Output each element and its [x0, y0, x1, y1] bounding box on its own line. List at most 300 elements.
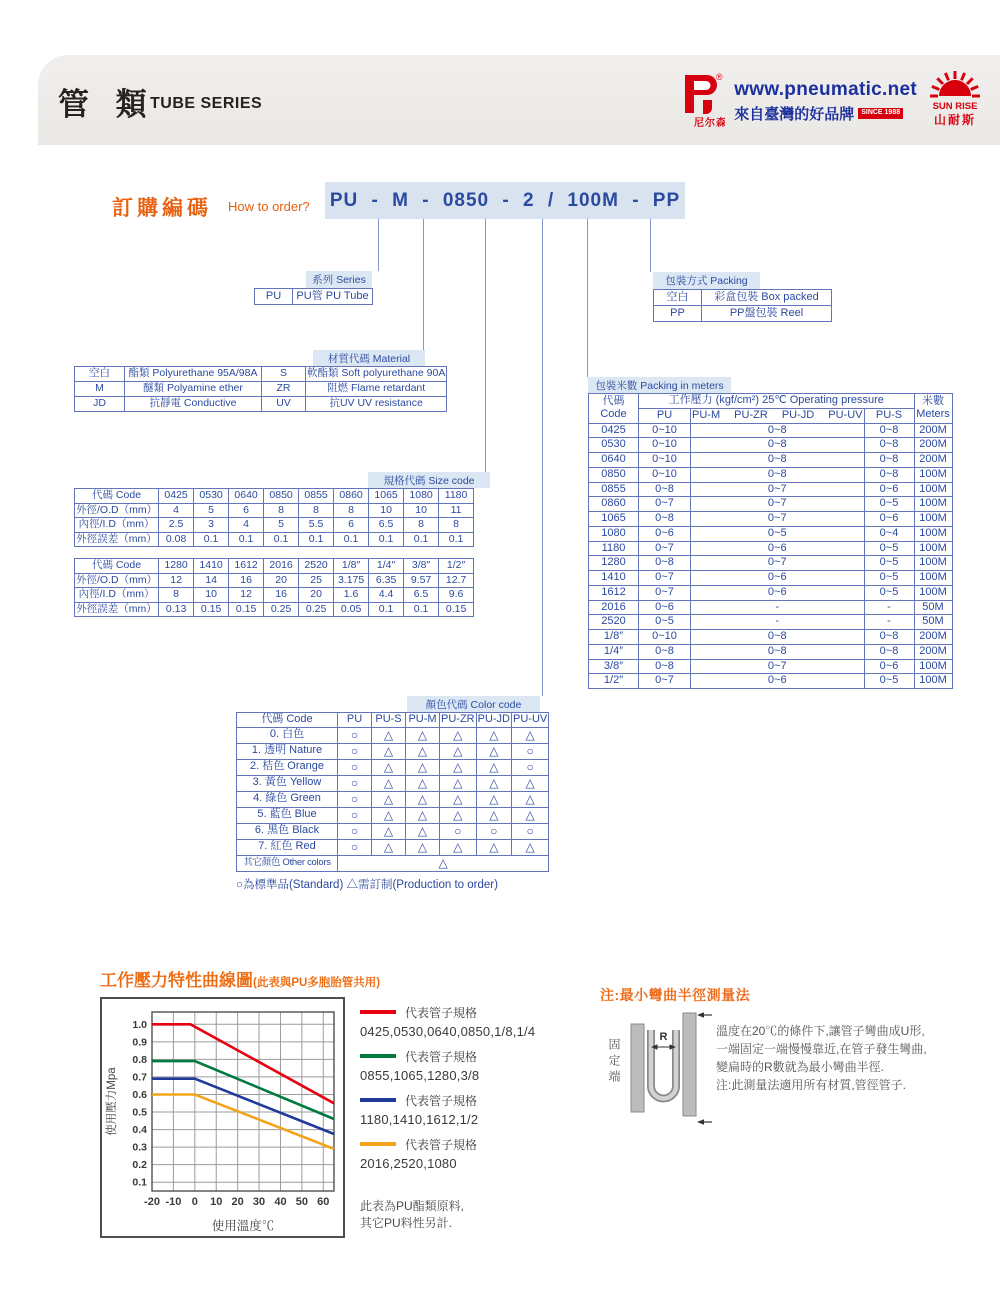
chart-title-suffix: (此表與PU多胞胎管共用): [253, 977, 381, 989]
cell: 3/8″: [404, 559, 439, 574]
cell: -: [691, 600, 865, 615]
cell: 0.25: [299, 602, 334, 617]
cell: 0~7: [691, 556, 865, 571]
cell: PU-M PU-ZR PU-JD PU-UV: [691, 408, 865, 423]
cell: 內徑/I.D（mm）: [75, 518, 159, 533]
svg-text:10: 10: [210, 1196, 223, 1208]
cell: △: [440, 791, 477, 807]
cell: 4: [229, 518, 264, 533]
cell: 0~8: [691, 453, 865, 468]
cell: 0~7: [691, 659, 865, 674]
packing-table-title: 包裝方式 Packing: [653, 272, 760, 289]
svg-text:0.1: 0.1: [132, 1176, 147, 1189]
cell: △: [512, 791, 549, 807]
cell: △: [406, 743, 440, 759]
cell: 10: [369, 503, 404, 518]
cell: 1/8″: [589, 630, 639, 645]
svg-text:50: 50: [295, 1196, 309, 1208]
cell: △: [512, 807, 549, 823]
packing-table: [653, 289, 832, 322]
cell: PU-S: [864, 408, 914, 423]
legend-line-swatch: [360, 1010, 396, 1014]
cell: 2.5: [159, 518, 194, 533]
cell: 4.4: [369, 588, 404, 603]
registered-mark: ®: [716, 72, 723, 82]
svg-text:0.6: 0.6: [132, 1088, 147, 1101]
cell: 0~5: [864, 556, 914, 571]
table-row: [237, 743, 549, 759]
cell: 200M: [914, 630, 952, 645]
connector-line: [542, 219, 543, 696]
cell: 50M: [914, 600, 952, 615]
packing-meters-table: [588, 393, 953, 689]
cell: △: [406, 775, 440, 791]
cell: 0~7: [691, 482, 865, 497]
cell: 0.1: [264, 532, 299, 547]
cell: 100M: [914, 659, 952, 674]
cell: ○: [512, 759, 549, 775]
cell: 5.5: [299, 518, 334, 533]
legend-codes: 0855,1065,1280,3/8: [360, 1068, 480, 1083]
svg-text:0.2: 0.2: [132, 1159, 147, 1172]
table-row: [237, 713, 549, 728]
cell: △: [476, 807, 511, 823]
cell: 100M: [914, 526, 952, 541]
chart-title-main: 工作壓力特性曲線圖: [100, 971, 253, 990]
cell: 9.6: [439, 588, 474, 603]
table-row: [654, 290, 832, 306]
cell: 0~7: [691, 497, 865, 512]
table-row: [237, 727, 549, 743]
chart-title: [100, 966, 380, 991]
cell: 0~7: [691, 512, 865, 527]
cell: △: [440, 775, 477, 791]
svg-text:使用壓力Mpa: 使用壓力Mpa: [106, 1067, 118, 1136]
cell: 0~5: [864, 541, 914, 556]
cell: 5: [194, 503, 229, 518]
legend-label: 代表管子規格: [405, 1093, 478, 1108]
cell: 抗靜電 Conductive: [125, 397, 262, 412]
cell: △: [372, 807, 406, 823]
cell: △: [440, 759, 477, 775]
table-row: [589, 408, 953, 423]
cell: 0.13: [159, 602, 194, 617]
cell: 軟酯類 Soft polyurethane 90A: [306, 367, 447, 382]
cell: PP盤包裝 Reel: [702, 306, 832, 322]
cell: 8: [159, 588, 194, 603]
cell: △: [512, 727, 549, 743]
series-table: [254, 288, 373, 305]
cell: 0~10: [639, 467, 691, 482]
cell: △: [372, 823, 406, 839]
legend-entry: [360, 1092, 560, 1127]
cell: 彩盒包裝 Box packed: [702, 290, 832, 306]
cell: 外徑/O.D（mm）: [76, 503, 158, 516]
table-row: [589, 630, 953, 645]
cell: 1/2″: [439, 559, 474, 574]
series-table: [254, 288, 373, 305]
cell: PU管 PU Tube: [293, 289, 373, 305]
cell: 100M: [914, 512, 952, 527]
cell: 0~5: [864, 571, 914, 586]
cell: ○: [338, 759, 372, 775]
cell: 0~5: [864, 674, 914, 689]
cell: 0860: [589, 497, 639, 512]
cell: 0640: [589, 453, 639, 468]
svg-text:0: 0: [191, 1196, 198, 1208]
cell: 0530: [194, 489, 229, 504]
cell: 0~8: [639, 659, 691, 674]
cell: 0~7: [639, 541, 691, 556]
legend-label: 代表管子規格: [405, 1049, 478, 1064]
legend-codes: 2016,2520,1080: [360, 1156, 457, 1171]
table-row: [589, 512, 953, 527]
cell: 3. 黃色 Yellow: [237, 775, 338, 791]
cell: 代碼 Code: [589, 394, 639, 424]
cell: 200M: [914, 423, 952, 438]
cell: 1080: [589, 526, 639, 541]
table-row: [75, 382, 447, 397]
cell: ○: [338, 743, 372, 759]
cell: 100M: [914, 674, 952, 689]
cell: △: [476, 791, 511, 807]
cell: 10: [194, 588, 229, 603]
cell: 空白: [75, 367, 125, 382]
cell: 0.1: [404, 532, 439, 547]
cell: △: [406, 759, 440, 775]
cell: 0~8: [864, 453, 914, 468]
cell: 0~8: [639, 556, 691, 571]
table-row: [75, 559, 474, 574]
cell: 0~8: [691, 630, 865, 645]
brand-logos: [679, 69, 984, 134]
cell: △: [476, 839, 511, 855]
cell: 阻燃 Flame retardant: [306, 382, 447, 397]
cell: 0.08: [159, 532, 194, 547]
cell: 20: [264, 573, 299, 588]
table-row: [589, 615, 953, 630]
cell: 1280: [159, 559, 194, 574]
cell: ○: [338, 791, 372, 807]
cell: △: [406, 823, 440, 839]
cell: PP: [654, 306, 702, 322]
table-row: [237, 839, 549, 855]
cell: JD: [75, 397, 125, 412]
table-row: [589, 497, 953, 512]
cell: 0.05: [334, 602, 369, 617]
cell: △: [476, 727, 511, 743]
chart-legend: [360, 1004, 560, 1180]
legend-codes: 0425,0530,0640,0850,1/8,1/4: [360, 1024, 536, 1039]
page-subtitle: TUBE SERIES: [150, 95, 263, 112]
cell: 1410: [589, 571, 639, 586]
cell: 16: [229, 573, 264, 588]
sunrise-en-text: SUN RISE: [932, 101, 978, 112]
cell: 0850: [264, 489, 299, 504]
cell: UV: [262, 397, 306, 412]
cell: 0640: [229, 489, 264, 504]
legend-codes: 1180,1410,1612,1/2: [360, 1112, 479, 1127]
cell: △: [406, 791, 440, 807]
table-row: [589, 394, 953, 409]
cell: 0~6: [691, 674, 865, 689]
table-row: [237, 807, 549, 823]
cell: 7. 紅色 Red: [237, 839, 338, 855]
meters-table-title: 包裝米數 Packing in meters: [588, 377, 731, 393]
chart-note-line: 其它PU料性另計.: [360, 1216, 453, 1231]
cell: 酯類 Polyurethane 95A/98A: [125, 367, 262, 382]
cell: 0~8: [864, 630, 914, 645]
cell: 0855: [589, 482, 639, 497]
cell: 0~7: [639, 497, 691, 512]
cell: 8: [334, 503, 369, 518]
color-code-table: [236, 712, 549, 872]
svg-text:40: 40: [274, 1196, 287, 1208]
svg-text:0.8: 0.8: [132, 1053, 147, 1066]
cell: 10: [404, 503, 439, 518]
fixed-end-label: 固定端: [607, 1038, 621, 1086]
cell: 0~8: [691, 438, 865, 453]
svg-text:0.9: 0.9: [132, 1036, 147, 1049]
cell: ○: [440, 823, 477, 839]
connector-line: [378, 219, 379, 271]
cell: 0~7: [639, 585, 691, 600]
cell: 1280: [589, 556, 639, 571]
cell: 0~8: [639, 482, 691, 497]
table-row: [589, 659, 953, 674]
cell: 1065: [589, 512, 639, 527]
cell: 0.1: [439, 532, 474, 547]
bend-note-text: [716, 1022, 960, 1094]
cell: 3/8″: [589, 659, 639, 674]
since-badge: SINCE 1988: [858, 108, 903, 118]
cell: 0.1: [369, 602, 404, 617]
cell: 1/8″: [334, 559, 369, 574]
cell: 空白: [654, 290, 702, 306]
cell: ○: [338, 727, 372, 743]
cell: 12: [229, 588, 264, 603]
cell: △: [406, 839, 440, 855]
packing-meters-table: [588, 393, 953, 689]
cell: 0850: [589, 467, 639, 482]
cell: 0~10: [639, 423, 691, 438]
cell: 11: [439, 503, 474, 518]
series-table-title: 系列 Series: [306, 271, 372, 288]
pressure-chart: [100, 997, 345, 1238]
cell: △: [476, 759, 511, 775]
cell: 0~8: [691, 644, 865, 659]
cell: 14: [194, 573, 229, 588]
pressure-chart-svg: [102, 999, 343, 1236]
cell: M: [75, 382, 125, 397]
cell: △: [372, 839, 406, 855]
color-table-footnote: ○為標準品(Standard) △需訂制(Production to order): [236, 879, 498, 891]
cell: 0425: [159, 489, 194, 504]
cell: 0~8: [639, 512, 691, 527]
cell: S: [262, 367, 306, 382]
table-row: [75, 602, 474, 617]
cell: 100M: [914, 556, 952, 571]
sunburst-icon: [926, 70, 984, 128]
material-table: [74, 366, 447, 412]
svg-text:0.4: 0.4: [132, 1124, 147, 1137]
cell: 6.5: [369, 518, 404, 533]
nelson-logo-text: 尼尔森: [694, 118, 726, 129]
table-row: [75, 489, 474, 504]
cell: 米數 Meters: [914, 394, 952, 424]
cell: 0~6: [639, 600, 691, 615]
cell: 0~7: [639, 571, 691, 586]
cell: 6.5: [404, 588, 439, 603]
table-row: [75, 518, 474, 533]
table-row: [589, 438, 953, 453]
legend-label: 代表管子規格: [405, 1137, 478, 1152]
svg-text:1.0: 1.0: [132, 1018, 147, 1031]
nelson-logo: [679, 69, 725, 134]
cell: 0425: [589, 423, 639, 438]
cell: △: [338, 855, 549, 871]
connector-line: [485, 219, 486, 472]
nelson-logo-icon: [679, 69, 725, 129]
cell: 100M: [914, 571, 952, 586]
svg-text:使用溫度℃: 使用溫度℃: [211, 1219, 275, 1233]
cell: PU-M: [406, 713, 440, 728]
bend-note-line: 溫度在20℃的條件下,讓管子彎曲成U形,: [716, 1024, 925, 1038]
cell: 3: [194, 518, 229, 533]
table-row: [237, 855, 549, 871]
cell: 3.175: [334, 573, 369, 588]
bend-note-line: 注:此測量法適用所有材質,管徑管子.: [716, 1078, 907, 1092]
cell: △: [512, 839, 549, 855]
cell: 100M: [914, 482, 952, 497]
cell: 0~8: [639, 644, 691, 659]
cell: 0~6: [691, 541, 865, 556]
cell: 代碼 Code: [75, 559, 159, 574]
cell: 工作壓力 (kgf/cm²) 25℃ Operating pressure: [639, 394, 915, 409]
cell: PU: [338, 713, 372, 728]
table-row: [237, 823, 549, 839]
size-table-title: 規格代碼 Size code: [368, 472, 490, 488]
legend-line-swatch: [360, 1098, 396, 1102]
table-row: [237, 759, 549, 775]
svg-text:30: 30: [252, 1196, 266, 1208]
size-table-2: [74, 558, 474, 617]
cell: 代碼 Code: [237, 713, 338, 728]
cell: 醚類 Polyamine ether: [125, 382, 262, 397]
cell: 0.15: [439, 602, 474, 617]
cell: PU-UV: [512, 713, 549, 728]
cell: 0.15: [194, 602, 229, 617]
cell: 16: [264, 588, 299, 603]
connector-line: [587, 219, 588, 377]
cell: 0~5: [864, 585, 914, 600]
table-row: [589, 423, 953, 438]
cell: 0~8: [864, 644, 914, 659]
chart-note-line: 此表為PU酯類原料,: [360, 1199, 465, 1213]
table-row: [589, 482, 953, 497]
cell: ○: [338, 807, 372, 823]
svg-text:0.7: 0.7: [132, 1071, 147, 1084]
cell: -: [691, 615, 865, 630]
cell: 0~8: [864, 423, 914, 438]
table-row: [589, 674, 953, 689]
svg-text:-10: -10: [165, 1196, 182, 1208]
table-row: [237, 791, 549, 807]
cell: 20: [299, 588, 334, 603]
table-row: [255, 289, 373, 305]
svg-text:R: R: [659, 1031, 668, 1043]
order-title: 訂購編碼: [112, 197, 212, 220]
cell: -: [864, 615, 914, 630]
cell: 0.25: [264, 602, 299, 617]
brand-tagline: [734, 103, 917, 124]
cell: 0855: [299, 489, 334, 504]
table-row: [237, 775, 549, 791]
brand-url: www.pneumatic.net: [734, 79, 917, 100]
cell: 6: [229, 503, 264, 518]
table-row: [75, 573, 474, 588]
cell: △: [512, 775, 549, 791]
connector-line: [423, 219, 424, 366]
material-table: [74, 366, 447, 412]
svg-text:-20: -20: [144, 1196, 160, 1208]
cell: 200M: [914, 453, 952, 468]
cell: 0~5: [639, 615, 691, 630]
table-row: [75, 532, 474, 547]
cell: ○: [338, 823, 372, 839]
cell: 200M: [914, 438, 952, 453]
cell: 0~4: [864, 526, 914, 541]
size-table-1: [74, 488, 474, 547]
cell: △: [372, 775, 406, 791]
legend-entry: [360, 1048, 560, 1083]
table-row: [75, 503, 474, 518]
cell: ZR: [262, 382, 306, 397]
cell: 0~8: [864, 467, 914, 482]
cell: △: [406, 727, 440, 743]
legend-entry: [360, 1004, 560, 1039]
cell: 0~10: [639, 438, 691, 453]
cell: 外徑誤差（mm）: [76, 602, 157, 615]
cell: 0~5: [864, 497, 914, 512]
cell: PU-JD: [476, 713, 511, 728]
cell: 50M: [914, 615, 952, 630]
cell: 代碼 Code: [75, 489, 159, 504]
table-row: [589, 585, 953, 600]
cell: 0530: [589, 438, 639, 453]
bend-note-line: 一端固定一端慢慢靠近,在管子發生彎曲,: [716, 1042, 927, 1056]
table-row: [589, 600, 953, 615]
cell: 1.6: [334, 588, 369, 603]
cell: PU: [639, 408, 691, 423]
cell: PU: [255, 289, 293, 305]
cell: 9.57: [404, 573, 439, 588]
cell: 6.35: [369, 573, 404, 588]
cell: 1410: [194, 559, 229, 574]
cell: PU-ZR: [440, 713, 477, 728]
cell: 1/4″: [589, 644, 639, 659]
cell: 0.15: [229, 602, 264, 617]
table-row: [589, 467, 953, 482]
cell: 0~6: [639, 526, 691, 541]
cell: 0.1: [369, 532, 404, 547]
chart-note: [360, 1198, 464, 1233]
cell: 0.1: [334, 532, 369, 547]
cell: △: [440, 807, 477, 823]
order-subtitle: How to order?: [228, 199, 310, 214]
cell: △: [476, 743, 511, 759]
cell: 1612: [229, 559, 264, 574]
